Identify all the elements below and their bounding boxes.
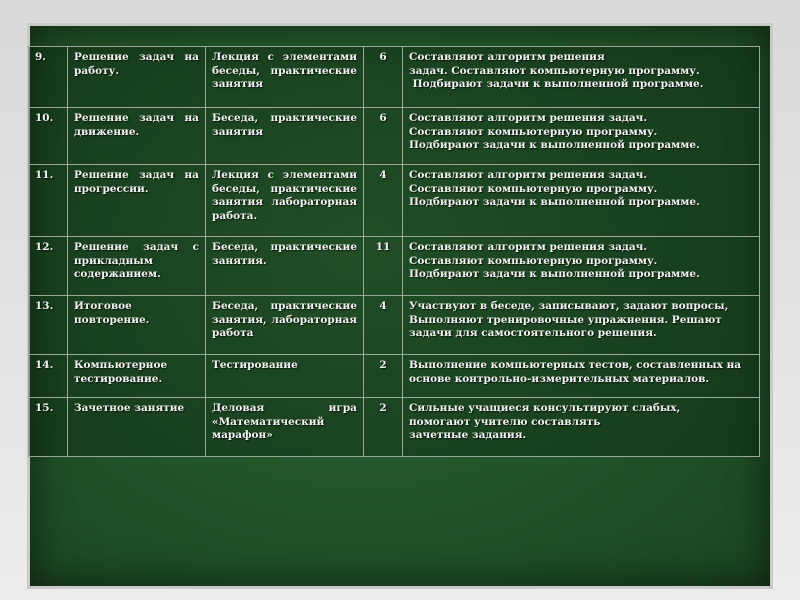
table-row	[29, 165, 760, 237]
activity-line: Составляют алгоритм решения задач.	[409, 112, 648, 124]
lesson-hours: 4	[364, 296, 403, 355]
activity-line: задачи для самостоятельного решения.	[409, 327, 657, 339]
activity-line: Выполнение компьютерных тестов, составленных на	[409, 359, 742, 371]
activity-line: Подбирают задачи к выполненной программе.	[409, 78, 704, 90]
lesson-form: Лекция с элементами беседы, практические занятия лабораторная работа.	[206, 165, 364, 237]
student-activity	[403, 237, 760, 296]
activity-line: помогают учителю составлять	[409, 415, 601, 428]
row-number: 13.	[29, 296, 68, 355]
lesson-hours: 4	[364, 165, 403, 237]
lesson-topic: Решение задач с прикладным содержанием.	[68, 237, 206, 296]
lesson-topic: Решение задач на движение.	[68, 108, 206, 165]
student-activity	[403, 108, 760, 165]
activity-line: Выполняют тренировочные упражнения. Решают	[409, 313, 722, 326]
table-row	[29, 108, 760, 165]
lesson-topic: Решение задач на работу.	[68, 47, 206, 108]
student-activity	[403, 165, 760, 237]
student-activity	[403, 296, 760, 355]
activity-line: Составляют компьютерную программу.	[409, 125, 658, 138]
table-row	[29, 398, 760, 457]
table-row	[29, 296, 760, 355]
lesson-form: Тестирование	[206, 355, 364, 398]
lesson-hours: 2	[364, 355, 403, 398]
lesson-topic: Компьютерное тестирование.	[68, 355, 206, 398]
activity-line: Подбирают задачи к выполненной программе.	[409, 139, 700, 151]
lesson-form: Лекция с элементами беседы, практические занятия	[206, 47, 364, 108]
row-number: 9.	[29, 47, 68, 108]
row-number: 15.	[29, 398, 68, 457]
lesson-hours: 2	[364, 398, 403, 457]
lesson-form: Беседа, практические занятия.	[206, 237, 364, 296]
activity-line: Составляют компьютерную программу.	[409, 254, 658, 267]
activity-line: Подбирают задачи к выполненной программе.	[409, 196, 700, 208]
table-row	[29, 237, 760, 296]
lesson-hours: 6	[364, 47, 403, 108]
table-row	[29, 47, 760, 108]
activity-line: Подбирают задачи к выполненной программе.	[409, 268, 700, 280]
lesson-hours: 6	[364, 108, 403, 165]
row-number: 14.	[29, 355, 68, 398]
row-number: 11.	[29, 165, 68, 237]
table-row	[29, 355, 760, 398]
activity-line: Составляют алгоритм решения	[409, 51, 605, 63]
activity-line: Составляют компьютерную программу.	[409, 182, 658, 195]
row-number: 10.	[29, 108, 68, 165]
student-activity	[403, 47, 760, 108]
activity-line: Составляют алгоритм решения задач.	[409, 169, 648, 181]
activity-line: зачетные задания.	[409, 429, 527, 441]
activity-line: Составляют алгоритм решения задач.	[409, 241, 648, 253]
lesson-form: Беседа, практические занятия	[206, 108, 364, 165]
activity-line: основе контрольно-измерительных материалов.	[409, 372, 710, 385]
lesson-hours: 11	[364, 237, 403, 296]
activity-line: задач. Составляют компьютерную программу.	[409, 64, 700, 77]
activity-line: Участвуют в беседе, записывают, задают вопросы,	[409, 300, 729, 312]
lesson-form: Беседа, практические занятия, лабораторная работа	[206, 296, 364, 355]
student-activity	[403, 398, 760, 457]
student-activity	[403, 355, 760, 398]
lesson-form: Деловая игра «Математический марафон»	[206, 398, 364, 457]
row-number: 12.	[29, 237, 68, 296]
lesson-topic: Зачетное занятие	[68, 398, 206, 457]
lesson-plan-table	[28, 46, 760, 457]
lesson-topic: Итоговое повторение.	[68, 296, 206, 355]
lesson-topic: Решение задач на прогрессии.	[68, 165, 206, 237]
activity-line: Сильные учащиеся консультируют слабых,	[409, 402, 681, 414]
